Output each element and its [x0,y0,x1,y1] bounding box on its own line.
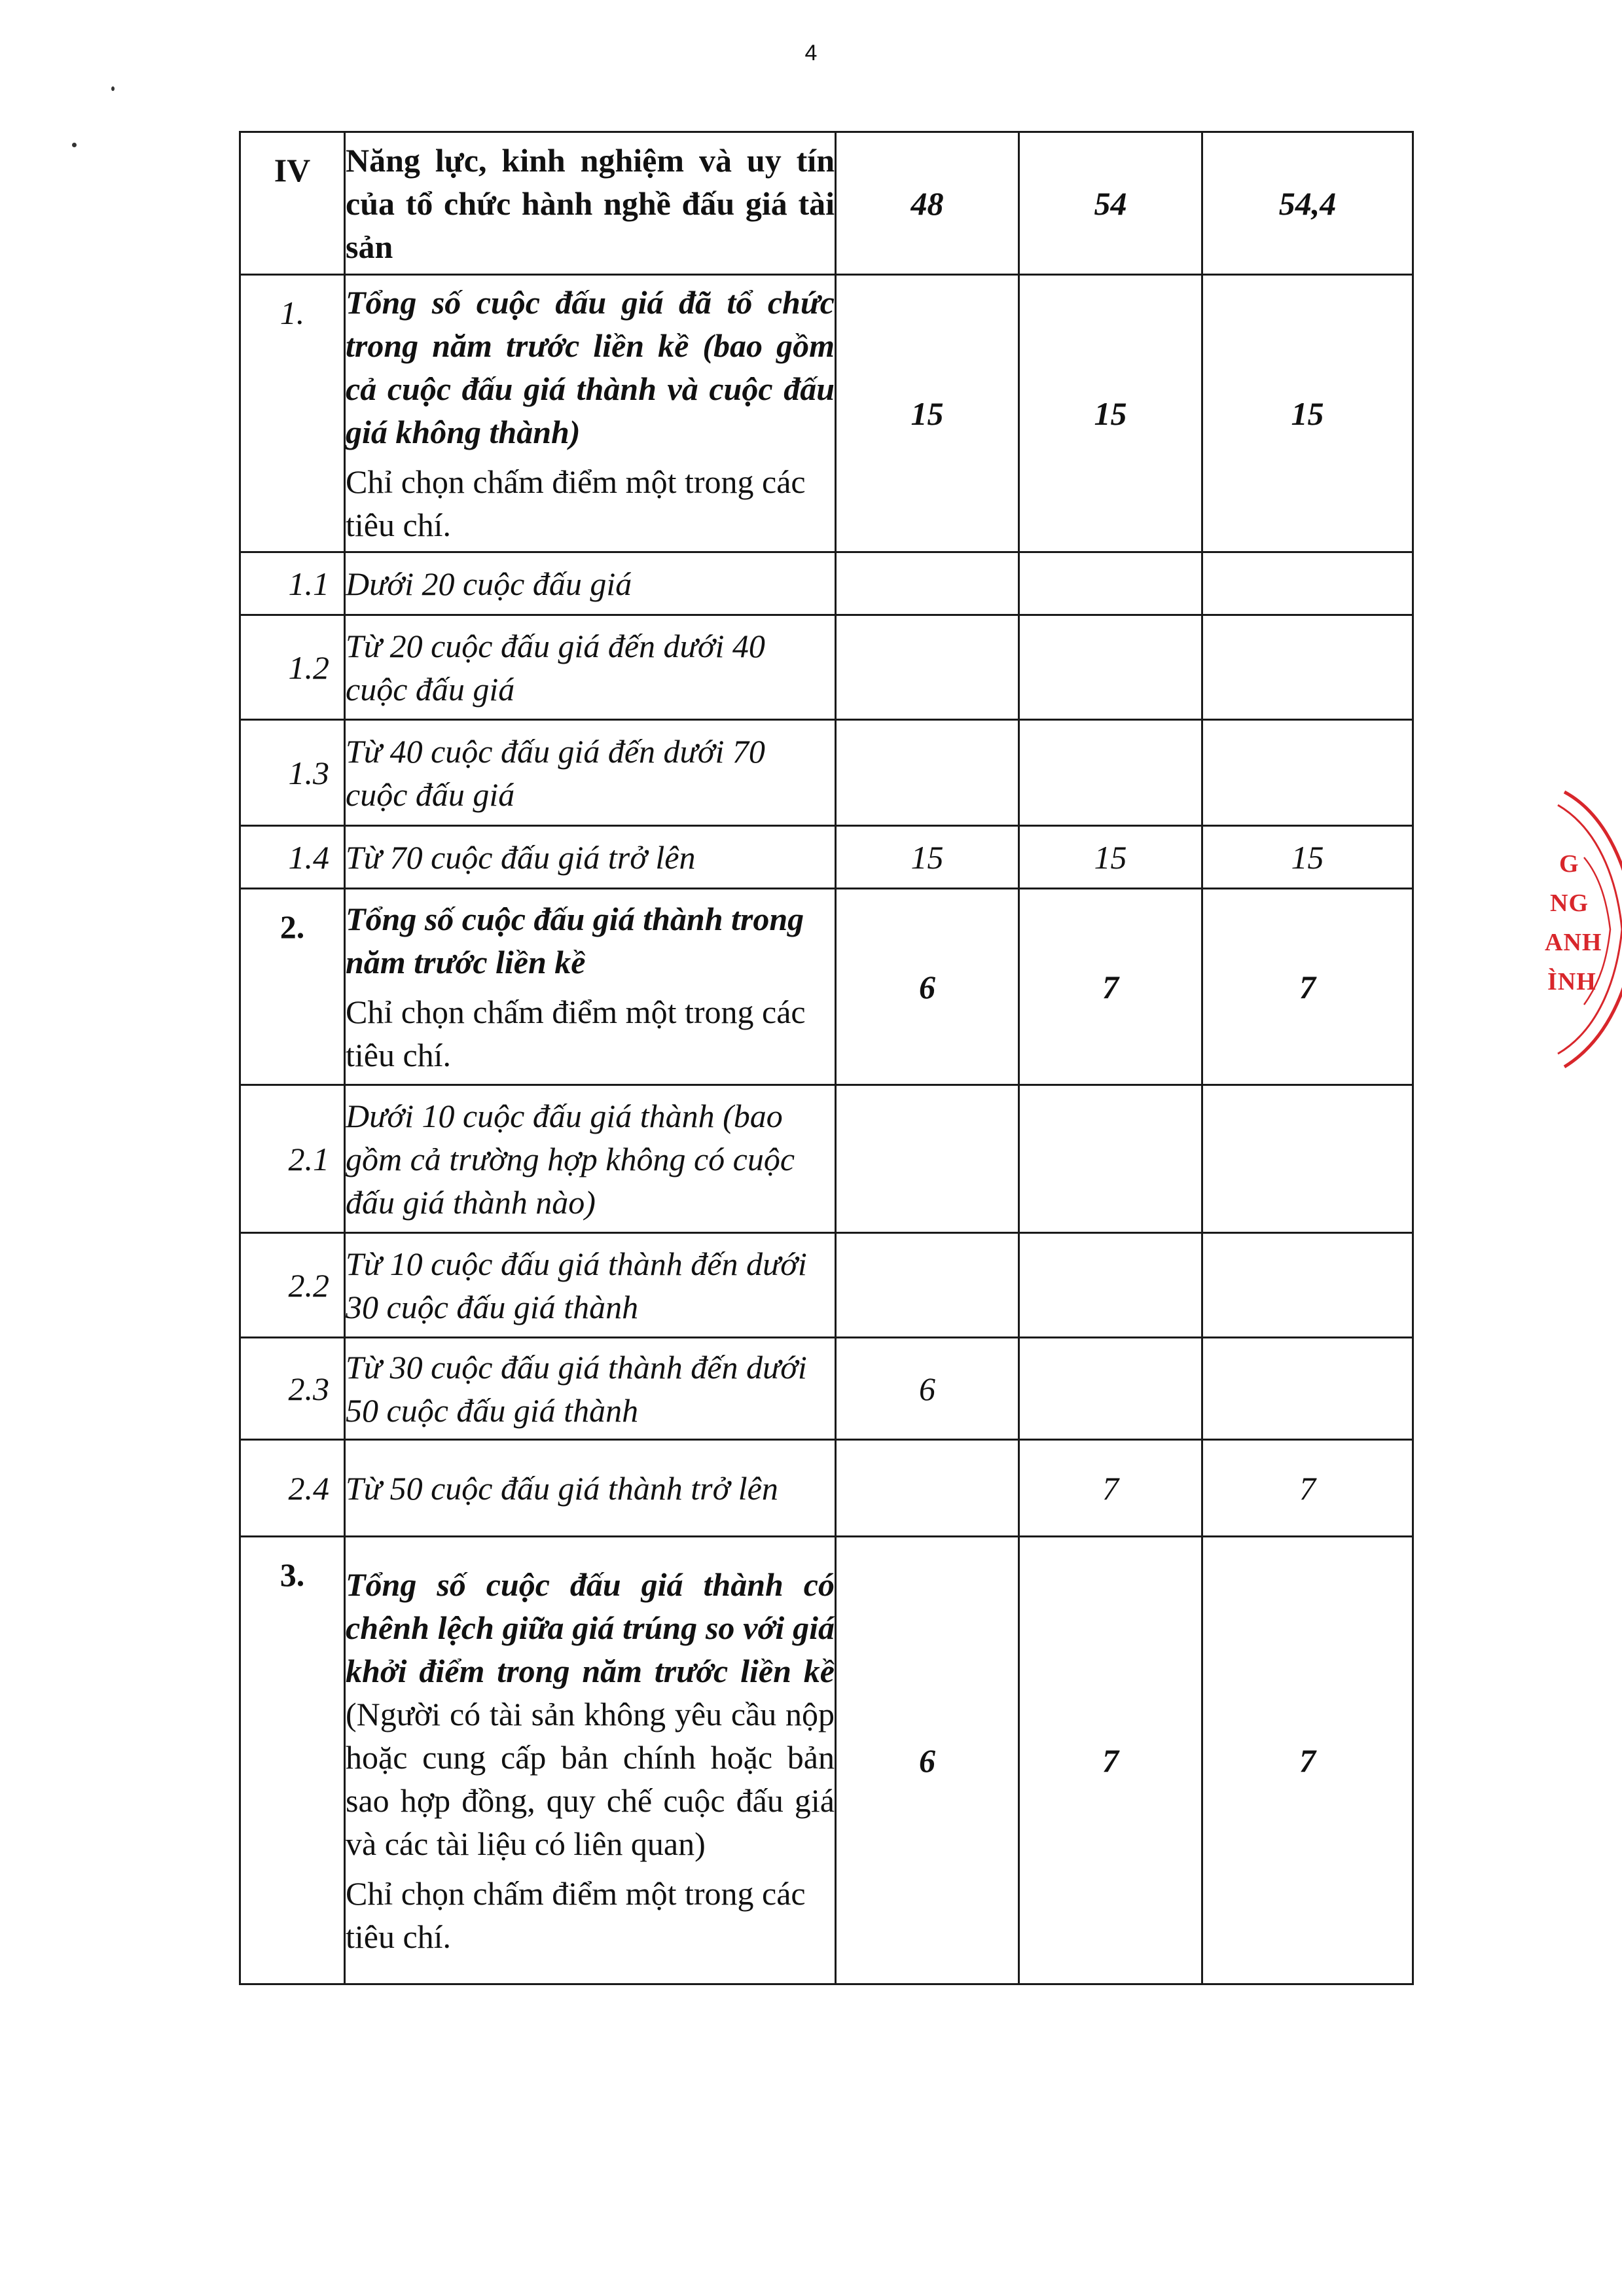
criterion-title: Dưới 10 cuộc đấu giá thành (bao gồm cả trường hợp không có cuộc đấu giá thành nào) [345,1085,836,1233]
row-number: 1.3 [240,720,345,826]
score-cell [1202,1338,1413,1440]
stamp-text: ANH [1545,929,1602,956]
stamp-text: G [1559,850,1579,878]
criterion-title: Từ 20 cuộc đấu giá đến dưới 40 cuộc đấu giá [345,615,836,720]
criterion-title: Từ 50 cuộc đấu giá thành trở lên [345,1440,836,1537]
criterion-title: Từ 70 cuộc đấu giá trở lên [345,826,836,889]
score-cell: 15 [836,275,1019,552]
score-cell [836,615,1019,720]
row-number: 2. [240,889,345,1085]
score-cell: 15 [1202,275,1413,552]
score-cell [1019,552,1202,615]
row-number: 2.2 [240,1233,345,1338]
page-number: 4 [804,41,818,65]
table-row [240,132,1413,275]
criterion-title: Dưới 20 cuộc đấu giá [345,552,836,615]
score-cell [1019,1085,1202,1233]
score-cell [1202,552,1413,615]
scan-speck [72,143,77,147]
table-row [240,275,1413,552]
red-stamp-fragment [1545,779,1622,1080]
score-cell: 15 [836,826,1019,889]
score-cell: 15 [1019,826,1202,889]
criterion-title: Tổng số cuộc đấu giá thành trong năm trước liền kề [346,900,804,980]
score-cell [836,1233,1019,1338]
table-row [240,1338,1413,1440]
criterion-title: Từ 10 cuộc đấu giá thành đến dưới 30 cuộc đấu giá thành [345,1233,836,1338]
criterion-note: Chỉ chọn chấm điểm một trong các tiêu chí. [346,1874,806,1955]
table-row [240,1537,1413,1984]
criterion-inline-note: (Người có tài sản không yêu cầu nộp hoặc cung cấp bản chính hoặc bản sao hợp đồng, quy chế cuộc đấu giá và các tài liệu có liên quan) [346,1695,835,1862]
row-number: 1. [240,275,345,552]
row-number: 3. [240,1537,345,1984]
score-cell [1202,720,1413,826]
score-cell [836,552,1019,615]
score-cell [1202,1233,1413,1338]
criterion-cell [345,889,836,1085]
score-cell [1202,615,1413,720]
stamp-text: NG [1550,889,1589,917]
score-cell: 15 [1202,826,1413,889]
score-cell: 6 [836,1338,1019,1440]
criterion-title: Năng lực, kinh nghiệm và uy tín của tổ chức hành nghề đấu giá tài sản [345,132,836,275]
score-cell: 7 [1019,1440,1202,1537]
score-cell: 6 [836,889,1019,1085]
score-cell [1019,1338,1202,1440]
table-row [240,1085,1413,1233]
criterion-cell [345,275,836,552]
criterion-title: Từ 40 cuộc đấu giá đến dưới 70 cuộc đấu giá [345,720,836,826]
table-row [240,552,1413,615]
score-cell: 7 [1202,1537,1413,1984]
criterion-title: Tổng số cuộc đấu giá đã tổ chức trong năm trước liền kề (bao gồm cả cuộc đấu giá thành và cuộc đấu giá không thành) [346,283,835,450]
table-row [240,889,1413,1085]
row-number: 2.1 [240,1085,345,1233]
score-cell: 6 [836,1537,1019,1984]
score-cell: 7 [1019,889,1202,1085]
row-number: 2.3 [240,1338,345,1440]
score-cell [1202,1085,1413,1233]
row-number: 1.4 [240,826,345,889]
table-row [240,1440,1413,1537]
score-cell [836,1085,1019,1233]
score-cell [1019,615,1202,720]
table-row [240,720,1413,826]
table-row [240,615,1413,720]
criterion-title: Từ 30 cuộc đấu giá thành đến dưới 50 cuộc đấu giá thành [345,1338,836,1440]
score-cell [1019,1233,1202,1338]
scoring-table [239,131,1414,1985]
row-number: 1.1 [240,552,345,615]
criterion-title: Tổng số cuộc đấu giá thành có chênh lệch giữa giá trúng so với giá khởi điểm trong năm trước liền kề [346,1566,835,1689]
score-cell: 7 [1202,889,1413,1085]
criterion-note: Chỉ chọn chấm điểm một trong các tiêu chí. [346,993,806,1073]
score-cell [836,1440,1019,1537]
score-cell [1019,720,1202,826]
score-cell: 48 [836,132,1019,275]
score-cell: 7 [1019,1537,1202,1984]
score-cell: 15 [1019,275,1202,552]
score-cell: 54 [1019,132,1202,275]
table-row [240,1233,1413,1338]
row-number: 1.2 [240,615,345,720]
scan-speck [111,86,115,91]
score-cell [836,720,1019,826]
score-cell: 54,4 [1202,132,1413,275]
criterion-note: Chỉ chọn chấm điểm một trong các tiêu chí. [346,463,806,543]
row-number: 2.4 [240,1440,345,1537]
score-cell: 7 [1202,1440,1413,1537]
criterion-cell [345,1537,836,1984]
table-row [240,826,1413,889]
stamp-text: ÌNH [1547,968,1596,996]
row-number: IV [240,132,345,275]
